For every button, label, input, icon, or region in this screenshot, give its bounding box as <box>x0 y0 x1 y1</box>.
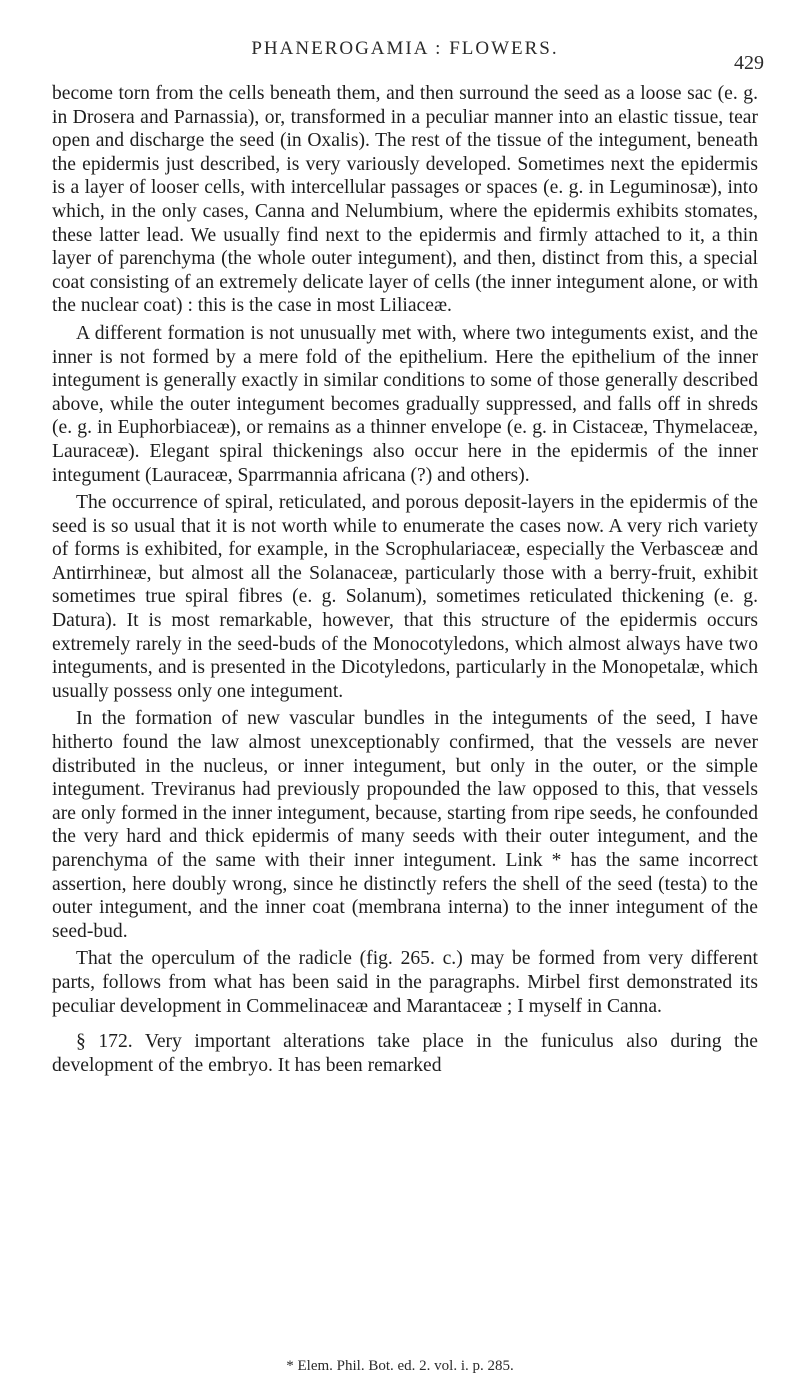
paragraph-vascular-bundles: In the formation of new vascular bundles in the integuments of the seed, I have hitherto found the law almost unexceptionably confirmed, that the vessels are never distributed in the nucleus, or inner integument, but only in the outer, or the simple integument. Treviranus had previously propounded the law opposed to this, that vessels are only formed in the inner integument, because, starting from ripe seeds, he confounded the very hard and thick epidermis of many seeds with their outer integument, and the parenchyma of the same with their inner integument. Link * has the same incorrect assertion, here doubly wrong, since he distinctly refers the shell of the seed (testa) to the outer integument, and the inner coat (membrana interna) to the inner integument of the seed-bud. <box>52 708 758 942</box>
paragraph-operculum: That the operculum of the radicle (fig. 265. c.) may be formed from very different parts, follows from what has been said in the paragraphs. Mirbel first demonstrated its peculiar development in Commelinaceæ and Marantaceæ ; I myself in Canna. <box>52 948 758 1017</box>
running-head <box>52 0 764 74</box>
paragraph-continued: become torn from the cells beneath them, and then surround the seed as a loose sac (e. g. in Drosera and Parnassia), or, transformed in a peculiar manner into an elastic tissue, tear open and discharge the seed (in Oxalis). The rest of the tissue of the integument, beneath the epidermis just described, is very variously developed. Sometimes next the epidermis is a layer of looser cells, with intercellular passages or spaces (e. g. in Leguminosæ), into which, in the only cases, Canna and Nelumbium, where the epidermis exhibits stomates, these latter lead. We usually find next to the epidermis and firmly attached to it, a thin layer of parenchyma (the whole outer integument), and then, distinct from this, a special coat consisting of an extremely delicate layer of cells (the inner integument alone, or with the nuclear coat) : this is the case in most Liliaceæ. <box>52 83 758 317</box>
book-page <box>52 0 764 1076</box>
paragraph-integuments: A different formation is not unusually met with, where two integuments exist, and the inner is not formed by a mere fold of the epithelium. Here the epithelium of the inner integument is generally exactly in similar conditions to some of those generally described above, while the outer integument becomes gradually suppressed, and falls off in shreds (e. g. in Euphorbiaceæ), or remains as a thinner envelope (e. g. in Cistaceæ, Thymelaceæ, Lauraceæ). Elegant spiral thickenings also occur here in the epidermis of the inner integument (Lauraceæ, Sparrmannia africana (?) and others). <box>52 322 758 486</box>
footnote: * Elem. Phil. Bot. ed. 2. vol. i. p. 285. <box>286 1358 514 1374</box>
running-title: PHANEROGAMIA : FLOWERS. <box>251 38 559 59</box>
body-text <box>52 82 758 1081</box>
paragraph-deposit-layers: The occurrence of spiral, reticulated, and porous deposit-layers in the epidermis of the seed is so usual that it is not worth while to enumerate the cases now. A very rich variety of forms is exhibited, for example, in the Scrophulariaceæ, especially the Verbasceæ and Antirrhineæ, but almost all the Solanaceæ, particularly those with a berry-fruit, exhibit sometimes true spiral fibres (e. g. Solanum), sometimes reticulated thickening (e. g. Datura). It is most remarkable, however, that this structure of the epidermis occurs extremely rarely in the seed-buds of the Monocotyledons, which almost always have two integuments, and is presented in the Dicotyledons, particularly in the Monopetalæ, which usually possess only one integument. <box>52 492 758 702</box>
page-number: 429 <box>734 52 764 74</box>
paragraph-section-172: § 172. Very important alterations take place in the funiculus also during the development of the embryo. It has been remarked <box>52 1031 758 1076</box>
